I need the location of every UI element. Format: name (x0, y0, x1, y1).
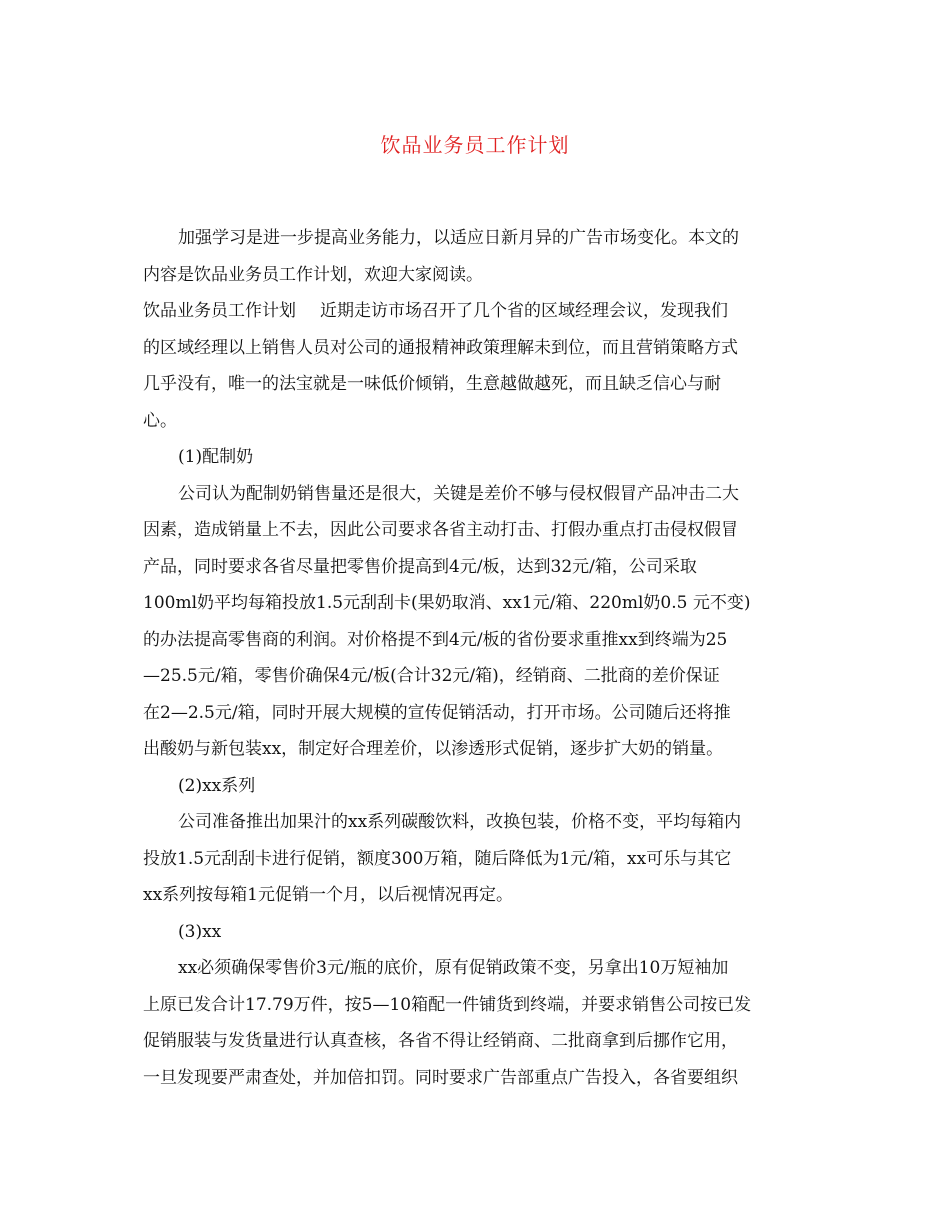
paragraph-line: 公司认为配制奶销售量还是很大，关键是差价不够与侵权假冒产品冲击二大 (178, 483, 739, 504)
document-body (143, 220, 803, 1096)
paragraph-line: xx必须确保零售价3元/瓶的底价，原有促销政策不变，另拿出10万短袖加 (178, 958, 729, 978)
lead-line (143, 293, 803, 330)
paragraph-line: 因素，造成销量上不去，因此公司要求各省主动打击、打假办重点打击侵权假冒 (143, 520, 738, 540)
paragraph-line: 促销服装与发货量进行认真查核，各省不得让经销商、二批商拿到后挪作它用， (143, 1031, 738, 1051)
paragraph-line: 在2—2.5元/箱，同时开展大规模的宣传促销活动，打开市场。公司随后还将推 (143, 702, 731, 723)
paragraph-line: 出酸奶与新包装xx，制定好合理差价，以渗透形式促销，逐步扩大奶的销量。 (143, 739, 724, 759)
paragraph-line: —25.5元/箱，零售价确保4元/板(合计32元/箱)，经销商、二批商的差价保证 (143, 666, 720, 686)
intro-line: 加强学习是进一步提高业务能力，以适应日新月异的广告市场变化。本文的 (178, 228, 739, 248)
lead-line: 几乎没有，唯一的法宝就是一味低价倾销，生意越做越死，而且缺乏信心与耐 (143, 374, 721, 394)
paragraph-line: 投放1.5元刮刮卡进行促销，额度300万箱，随后降低为1元/箱，xx可乐与其它 (143, 848, 732, 869)
paragraph-line: 公司准备推出加果汁的xx系列碳酸饮料，改换包装，价格不变，平均每箱内 (178, 812, 742, 832)
paragraph-line: 100ml奶平均每箱投放1.5元刮刮卡(果奶取消、xx1元/箱、220ml奶0.5 元不变) (143, 593, 751, 613)
section-heading: (3)xx (178, 921, 222, 942)
document-title: 饮品业务员工作计划 (380, 133, 570, 157)
paragraph-line: 产品，同时要求各省尽量把零售价提高到4元/板，达到32元/箱，公司采取 (143, 556, 697, 577)
section-heading: (1)配制奶 (178, 447, 254, 467)
paragraph-line: 一旦发现要严肃查处，并加倍扣罚。同时要求广告部重点广告投入，各省要组织 (143, 1067, 738, 1088)
paragraph-line: xx系列按每箱1元促销一个月，以后视情况再定。 (143, 885, 513, 905)
section-heading: (2)xx系列 (178, 775, 256, 796)
lead-line: 的区域经理以上销售人员对公司的通报精神政策理解未到位，而且营销策略方式 (143, 337, 738, 358)
paragraph-line: 上原已发合计17.79万件，按5—10箱配一件铺货到终端，并要求销售公司按已发 (143, 994, 752, 1015)
lead-line: 心。 (143, 410, 177, 431)
lead-text: 近期走访市场召开了几个省的区域经理会议，发现我们 (320, 301, 728, 321)
lead-heading: 饮品业务员工作计划 (143, 301, 296, 321)
paragraph-line: 的办法提高零售商的利润。对价格提不到4元/板的省份要求重推xx到终端为25 (143, 629, 728, 650)
intro-line: 内容是饮品业务员工作计划，欢迎大家阅读。 (143, 264, 483, 285)
